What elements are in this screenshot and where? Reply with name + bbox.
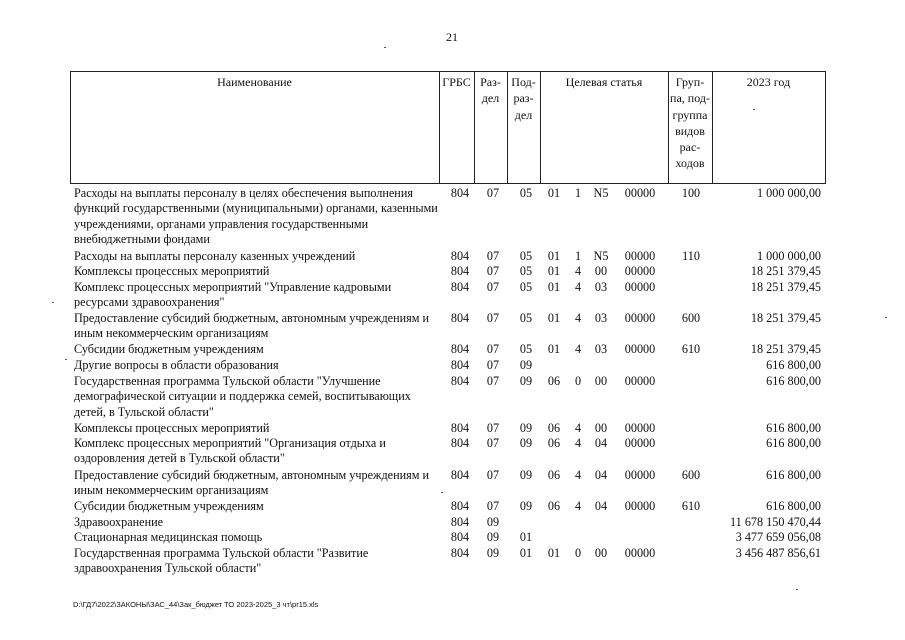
row-sum: 1 000 000,00 xyxy=(757,249,821,263)
row-c: 04 xyxy=(594,436,608,450)
row-d: 00000 xyxy=(624,499,656,513)
row-rz: 09 xyxy=(486,546,500,560)
row-c: 00 xyxy=(594,264,608,278)
scan-speck xyxy=(796,589,798,590)
row-c: 00 xyxy=(594,374,608,388)
row-sum: 616 800,00 xyxy=(766,499,821,513)
row-name: Расходы на выплаты персоналу казенных учреждений xyxy=(74,249,356,263)
row-a: 06 xyxy=(547,374,561,388)
page-number: 21 xyxy=(446,30,458,44)
row-sum: 18 251 379,45 xyxy=(750,264,821,278)
col-border xyxy=(825,71,826,183)
row-c: 03 xyxy=(594,342,608,356)
row-grbs: 804 xyxy=(450,546,470,560)
row-name: Субсидии бюджетным учреждениям xyxy=(74,499,264,513)
row-grbs: 804 xyxy=(450,264,470,278)
row-grp: 100 xyxy=(681,186,701,200)
row-pr: 05 xyxy=(519,280,533,294)
row-b: 4 xyxy=(574,311,582,325)
row-grbs: 804 xyxy=(450,358,470,372)
row-sum: 3 456 487 856,61 xyxy=(735,546,821,560)
row-grp: 110 xyxy=(682,249,700,263)
scan-speck xyxy=(753,109,755,110)
row-b: 0 xyxy=(574,374,582,388)
header-target: Целевая статья xyxy=(565,75,643,89)
row-d: 00000 xyxy=(624,468,656,482)
row-grp: 610 xyxy=(681,342,701,356)
row-name: Предоставление субсидий бюджетным, автономным учреждениям и иным некоммерческим организациям xyxy=(74,468,430,498)
row-sum: 18 251 379,45 xyxy=(750,311,821,325)
row-rz: 07 xyxy=(486,186,500,200)
scan-speck xyxy=(65,359,67,360)
row-b: 1 xyxy=(574,249,582,263)
row-rz: 07 xyxy=(486,374,500,388)
row-sum: 18 251 379,45 xyxy=(750,280,821,294)
row-pr: 05 xyxy=(519,186,533,200)
row-name: Субсидии бюджетным учреждениям xyxy=(74,342,264,356)
row-grbs: 804 xyxy=(450,280,470,294)
row-rz: 07 xyxy=(486,280,500,294)
header-grbs: ГРБС xyxy=(442,75,471,89)
row-d: 00000 xyxy=(624,436,656,450)
row-a: 06 xyxy=(547,499,561,513)
row-grbs: 804 xyxy=(450,186,470,200)
row-b: 1 xyxy=(574,186,582,200)
row-rz: 07 xyxy=(486,311,500,325)
scan-speck xyxy=(441,492,443,493)
row-sum: 1 000 000,00 xyxy=(757,186,821,200)
row-d: 00000 xyxy=(624,249,656,263)
row-pr: 05 xyxy=(519,264,533,278)
scan-speck xyxy=(52,302,54,303)
row-a: 01 xyxy=(547,311,561,325)
row-sum: 616 800,00 xyxy=(766,421,821,435)
row-name: Государственная программа Тульской области "Улучшение демографической ситуации и поддержка семей, воспитывающих детей, в Тульской области" xyxy=(74,374,411,419)
row-b: 4 xyxy=(574,280,582,294)
row-pr: 09 xyxy=(519,499,533,513)
row-sum: 18 251 379,45 xyxy=(750,342,821,356)
row-pr: 01 xyxy=(519,530,533,544)
row-b: 4 xyxy=(574,468,582,482)
header-year: 2023 год xyxy=(746,75,791,89)
row-rz: 09 xyxy=(486,530,500,544)
row-name: Комплекс процессных мероприятий "Организация отдыха и оздоровления детей в Тульской области" xyxy=(74,436,386,466)
row-pr: 05 xyxy=(519,311,533,325)
row-b: 4 xyxy=(574,342,582,356)
row-grbs: 804 xyxy=(450,515,470,529)
row-d: 00000 xyxy=(624,421,656,435)
row-a: 06 xyxy=(547,468,561,482)
row-grbs: 804 xyxy=(450,530,470,544)
row-name: Здравоохранение xyxy=(74,515,164,529)
row-grbs: 804 xyxy=(450,249,470,263)
row-c: 00 xyxy=(594,421,608,435)
row-b: 4 xyxy=(574,436,582,450)
row-rz: 07 xyxy=(486,436,500,450)
file-path-footer: D:\ГД7\2022\ЗАКОНЫ\ЗАС_44\Зак_бюджет ТО 2023-2025_3 чт\pr15.xls xyxy=(73,600,319,609)
row-sum: 616 800,00 xyxy=(766,468,821,482)
row-c: 04 xyxy=(594,468,608,482)
row-rz: 07 xyxy=(486,421,500,435)
scan-speck xyxy=(384,47,386,48)
row-grbs: 804 xyxy=(450,421,470,435)
header-name: Наименование xyxy=(217,75,292,89)
scan-speck xyxy=(885,317,887,318)
row-a: 01 xyxy=(547,186,561,200)
row-c: 04 xyxy=(594,499,608,513)
row-c: N5 xyxy=(593,249,609,263)
row-name: Стационарная медицинская помощь xyxy=(74,530,263,544)
row-sum: 3 477 659 056,08 xyxy=(735,530,821,544)
row-a: 01 xyxy=(547,342,561,356)
row-rz: 07 xyxy=(486,249,500,263)
row-a: 01 xyxy=(547,264,561,278)
row-b: 4 xyxy=(574,499,582,513)
row-c: 03 xyxy=(594,311,608,325)
row-grbs: 804 xyxy=(450,436,470,450)
row-pr: 05 xyxy=(519,249,533,263)
row-grp: 610 xyxy=(681,499,701,513)
row-grbs: 804 xyxy=(450,499,470,513)
row-rz: 07 xyxy=(486,342,500,356)
row-pr: 05 xyxy=(519,342,533,356)
row-rz: 07 xyxy=(486,499,500,513)
row-a: 01 xyxy=(547,546,561,560)
row-name: Комплексы процессных мероприятий xyxy=(74,421,270,435)
row-pr: 09 xyxy=(519,468,533,482)
header-group: Груп- па, под- группа видов рас- ходов xyxy=(670,75,710,171)
row-rz: 09 xyxy=(486,515,500,529)
row-d: 00000 xyxy=(624,546,656,560)
row-rz: 07 xyxy=(486,264,500,278)
row-c: 00 xyxy=(594,546,608,560)
row-rz: 07 xyxy=(486,358,500,372)
row-pr: 09 xyxy=(519,436,533,450)
row-grp: 600 xyxy=(681,468,701,482)
header-razdel: Раз- дел xyxy=(480,75,501,106)
row-c: N5 xyxy=(593,186,609,200)
row-pr: 09 xyxy=(519,374,533,388)
row-sum: 11 678 150 470,44 xyxy=(730,515,821,529)
row-name: Предоставление субсидий бюджетным, автономным учреждениям и иным некоммерческим организациям xyxy=(74,311,430,341)
row-a: 01 xyxy=(547,280,561,294)
row-rz: 07 xyxy=(486,468,500,482)
row-a: 06 xyxy=(547,421,561,435)
row-d: 00000 xyxy=(624,311,656,325)
header-bottom-border xyxy=(70,183,826,184)
row-d: 00000 xyxy=(624,280,656,294)
row-d: 00000 xyxy=(624,264,656,278)
row-name: Комплекс процессных мероприятий "Управление кадровыми ресурсами здравоохранения" xyxy=(74,280,392,310)
row-pr: 01 xyxy=(519,546,533,560)
row-d: 00000 xyxy=(624,374,656,388)
row-d: 00000 xyxy=(624,342,656,356)
row-grbs: 804 xyxy=(450,374,470,388)
row-b: 0 xyxy=(574,546,582,560)
row-grp: 600 xyxy=(681,311,701,325)
row-grbs: 804 xyxy=(450,311,470,325)
row-a: 01 xyxy=(547,249,561,263)
row-b: 4 xyxy=(574,264,582,278)
row-sum: 616 800,00 xyxy=(766,436,821,450)
row-pr: 09 xyxy=(519,358,533,372)
row-b: 4 xyxy=(574,421,582,435)
row-pr: 09 xyxy=(519,421,533,435)
row-name: Государственная программа Тульской области "Развитие здравоохранения Тульской области" xyxy=(74,546,369,576)
row-c: 03 xyxy=(594,280,608,294)
row-name: Другие вопросы в области образования xyxy=(74,358,279,372)
row-name: Расходы на выплаты персоналу в целях обеспечения выполнения функций государственными (муниципальными) органами, казенными учреждениями, органами управления государственными внебюджетными фондами xyxy=(74,186,438,247)
row-grbs: 804 xyxy=(450,468,470,482)
row-d: 00000 xyxy=(624,186,656,200)
row-grbs: 804 xyxy=(450,342,470,356)
row-sum: 616 800,00 xyxy=(766,374,821,388)
header-podrazdel: Под- раз- дел xyxy=(511,75,536,122)
row-sum: 616 800,00 xyxy=(766,358,821,372)
row-a: 06 xyxy=(547,436,561,450)
row-name: Комплексы процессных мероприятий xyxy=(74,264,270,278)
